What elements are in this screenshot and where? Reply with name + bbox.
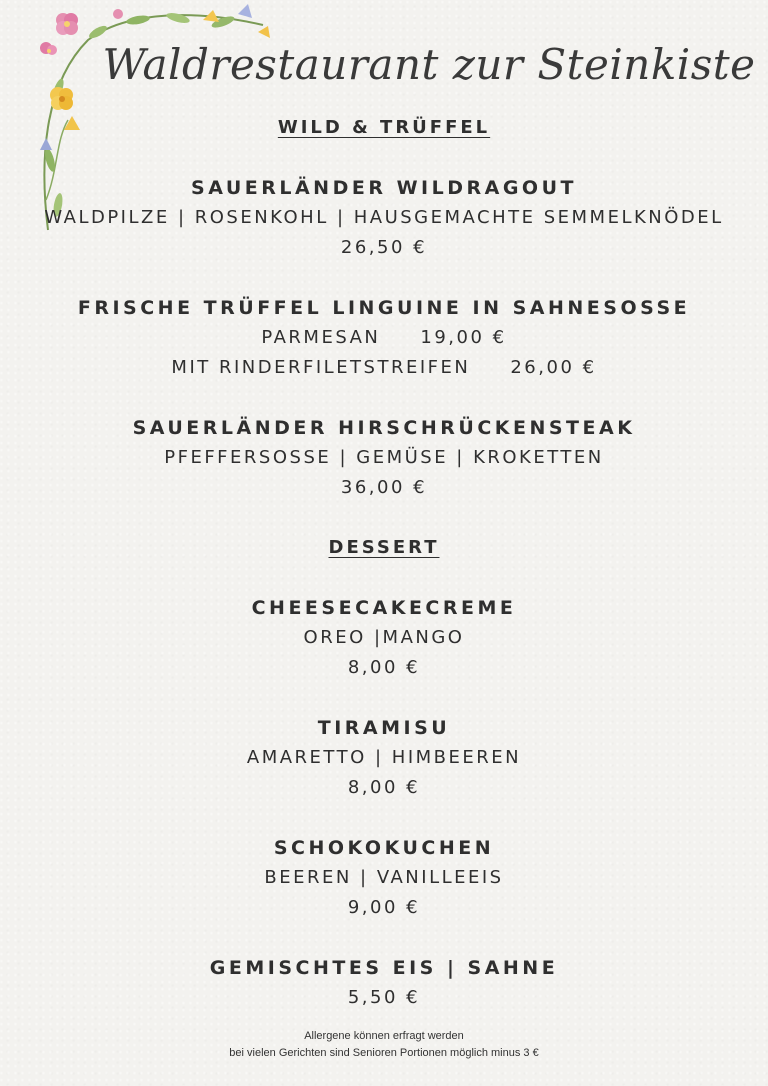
section-heading-dessert: DESSERT	[328, 537, 440, 558]
dish-trueffel-linguine	[0, 293, 768, 383]
dish-cheesecakecreme	[0, 593, 768, 683]
dish-option-row	[0, 353, 768, 383]
dish-wildragout	[0, 173, 768, 263]
section-heading-wild-trueffel: WILD & TRÜFFEL	[277, 117, 491, 138]
dish-schokokuchen	[0, 833, 768, 923]
allergen-note: Allergene können erfragt werden	[304, 1030, 464, 1042]
dish-name: FRISCHE TRÜFFEL LINGUINE IN SAHNESOSSE	[77, 297, 691, 319]
option-label: MIT RINDERFILETSTREIFEN	[171, 357, 471, 378]
senior-portion-note: bei vielen Gerichten sind Senioren Portionen möglich minus 3 €	[229, 1047, 539, 1059]
option-price: 19,00 €	[420, 327, 507, 348]
dish-hirschrueckensteak	[0, 413, 768, 503]
dish-name: SAUERLÄNDER HIRSCHRÜCKENSTEAK	[132, 417, 636, 439]
dish-name: CHEESECAKECREME	[251, 597, 517, 619]
option-price: 26,00 €	[510, 357, 597, 378]
dish-price: 8,00 €	[347, 657, 421, 678]
dish-description: WALDPILZE | ROSENKOHL | HAUSGEMACHTE SEMMELKNÖDEL	[44, 207, 724, 228]
dish-gemischtes-eis	[0, 953, 768, 1013]
restaurant-title: Waldrestaurant zur Steinkiste	[102, 40, 756, 89]
dish-price: 9,00 €	[347, 897, 421, 918]
dish-option-row	[0, 323, 768, 353]
dish-name: TIRAMISU	[317, 717, 451, 739]
option-label: PARMESAN	[261, 327, 381, 348]
dish-name: SCHOKOKUCHEN	[273, 837, 495, 859]
footer-note	[0, 1028, 768, 1062]
dish-price: 36,00 €	[340, 477, 428, 498]
dish-description: OREO |MANGO	[303, 627, 465, 648]
dish-name: GEMISCHTES EIS | SAHNE	[209, 957, 559, 979]
dish-tiramisu	[0, 713, 768, 803]
dish-description: PFEFFERSOSSE | GEMÜSE | KROKETTEN	[164, 447, 604, 468]
dish-description: AMARETTO | HIMBEEREN	[246, 747, 522, 768]
dish-price: 26,50 €	[340, 237, 428, 258]
dish-price: 8,00 €	[347, 777, 421, 798]
dish-description: BEEREN | VANILLEEIS	[264, 867, 504, 888]
dish-price: 5,50 €	[347, 987, 421, 1008]
dish-name: SAUERLÄNDER WILDRAGOUT	[191, 177, 577, 199]
